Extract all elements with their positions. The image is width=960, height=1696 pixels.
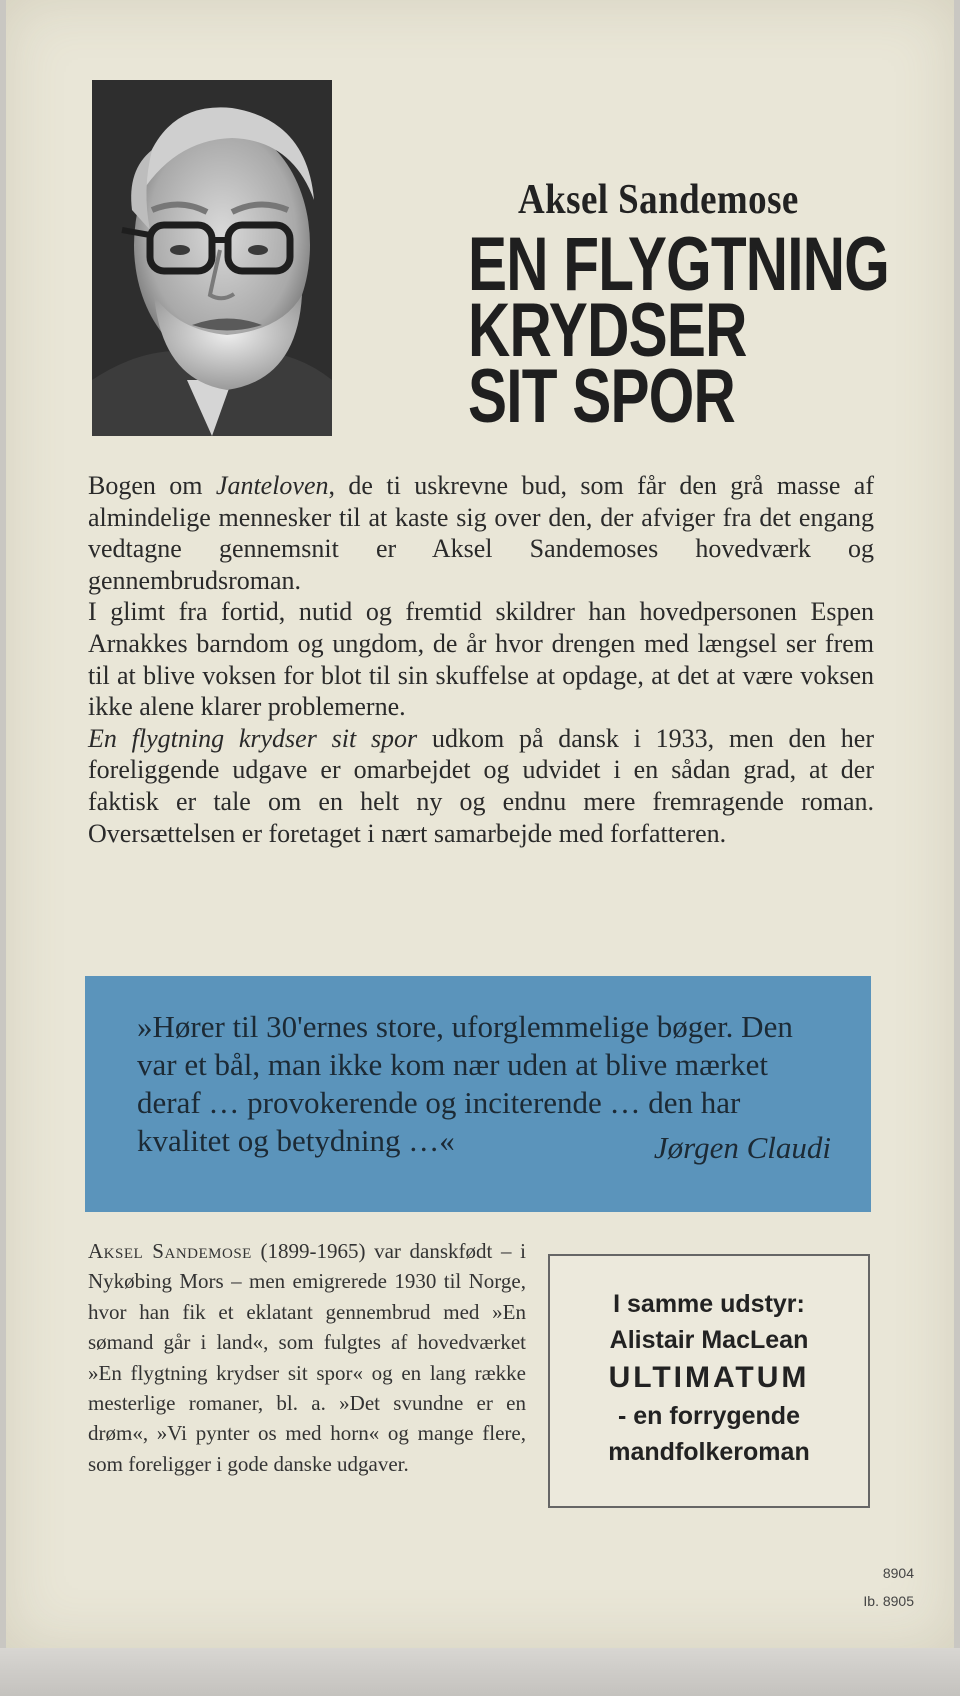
description-text: Bogen om — [88, 471, 216, 500]
author-bio — [88, 1236, 526, 1479]
ad-line-4: - en forrygende — [618, 1402, 800, 1430]
ad-line-2: Alistair MacLean — [609, 1326, 809, 1354]
author-portrait — [92, 80, 332, 436]
description-paragraph-1 — [88, 470, 874, 596]
book-description — [88, 470, 874, 849]
catalog-code-1: 8904 — [882, 1565, 914, 1581]
review-author: Jørgen Claudi — [653, 1130, 831, 1165]
title-line-2: KRYDSER — [468, 288, 747, 373]
title-line-1: EN FLYGTNING — [468, 222, 890, 307]
table-surface — [0, 1648, 960, 1696]
title-line-3: SIT SPOR — [468, 354, 735, 439]
ad-line-5: mandfolkeroman — [608, 1438, 810, 1466]
bio-text: (1899-1965) var danskfødt – i Nykøbing Mors – men emigrerede 1930 til Norge, hvor han fik et eklatant gennembrud med »En sømand går i land«, som fulgtes af hovedværket »En flygtning krydser sit spor« og en lang række mesterlige romaner, bl. a. »Det svundne er en drøm«, »Vi pynter os med horn« og mange flere, som foreligger i gode danske udgaver. — [88, 1239, 526, 1476]
ad-line-1: I samme udstyr: — [613, 1290, 805, 1318]
review-quote-box — [85, 976, 871, 1212]
janteloven-term: Janteloven — [215, 471, 329, 500]
book-back-cover — [6, 0, 954, 1648]
review-quote: »Hører til 30'ernes store, uforglemmelige bøger. Den var et bål, man ikke kom nær uden at blive mærket deraf … provokerende og inciterende … den har kvalitet og betydning …« — [137, 1009, 793, 1158]
description-text: , de ti uskrevne bud, som får den grå masse af almindelige mennesker til at kaste sig over den, der afviger fra det engang vedtagne gennemsnit er Aksel Sandemoses hovedværk og gennembrudsroman. — [88, 471, 874, 595]
book-title — [468, 222, 890, 439]
ad-line-3: ULTIMATUM — [608, 1361, 810, 1394]
series-ad-box — [548, 1254, 870, 1508]
catalog-code-2: Ib. 8905 — [863, 1593, 914, 1609]
description-text: udkom på dansk i 1933, men den her foreliggende udgave er omarbejdet og udvidet i en sådan grad, at der faktisk er tale om en helt ny og endnu mere fremragende roman. Oversættelsen er foretaget i nært samarbejde med forfatteren. — [88, 723, 875, 848]
book-title-italic: En flygtning krydser sit spor — [88, 723, 418, 753]
author-name: Aksel Sandemose — [518, 177, 799, 223]
bio-author-name: Aksel Sandemose — [88, 1239, 252, 1263]
description-paragraph-2: I glimt fra fortid, nutid og fremtid skildrer han hovedpersonen Espen Arnakkes barndom og ungdom, de år hvor drengen med længsel ser frem til at blive voksen for blot til sin skuffelse at opdage, at det at være voksen ikke alene klarer problemerne. — [88, 597, 874, 722]
author-photo-illustration — [92, 80, 332, 436]
description-paragraph-3 — [88, 723, 874, 849]
